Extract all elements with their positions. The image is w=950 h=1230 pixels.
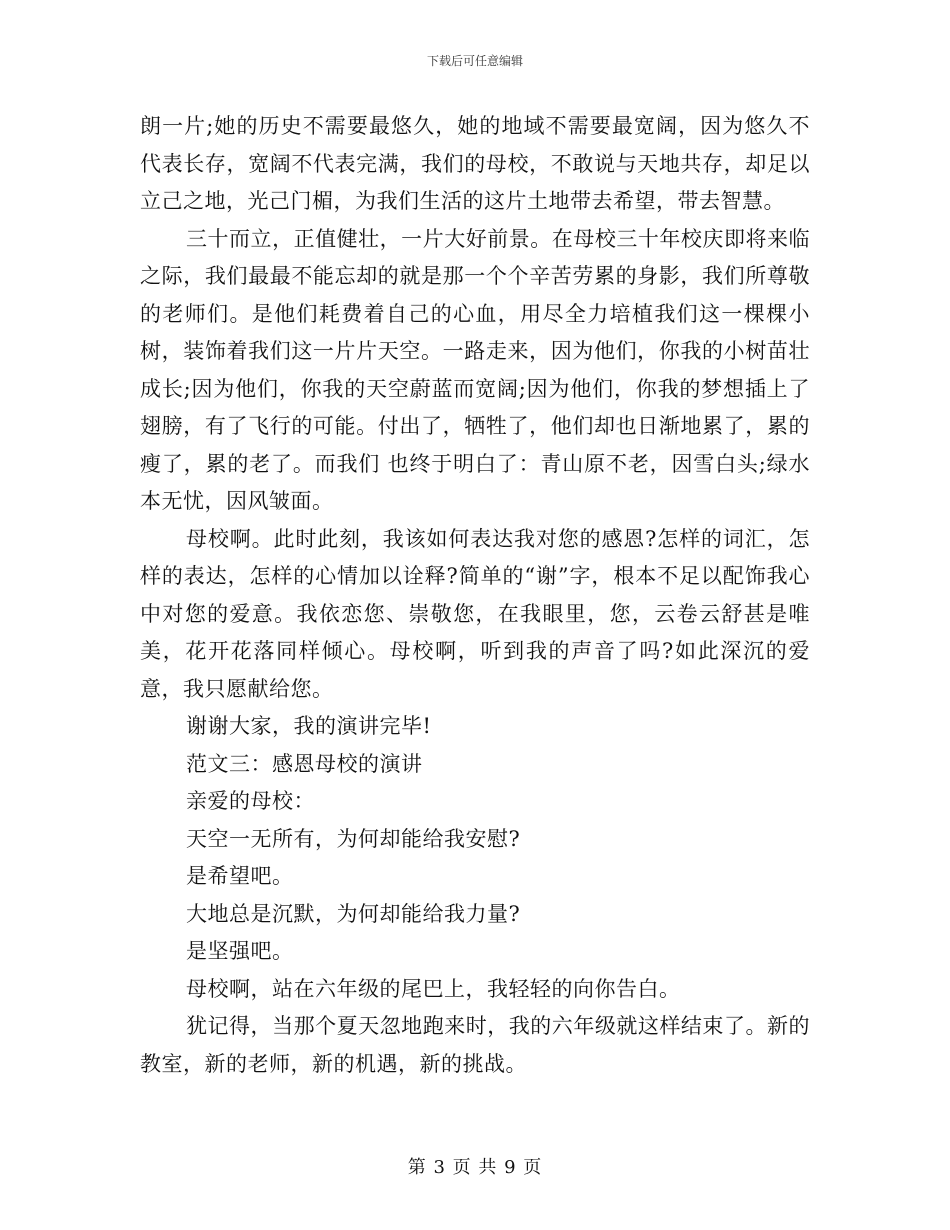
document-body — [140, 108, 810, 1083]
page-number: 第 3 页 共 9 页 — [407, 1157, 543, 1178]
section-title: 范文三：感恩母校的演讲 — [186, 751, 423, 776]
paragraph-confession: 母校啊，站在六年级的尾巴上，我轻轻的向你告白。 — [186, 976, 681, 1001]
poem-line: 天空一无所有，为何却能给我安慰? — [186, 826, 521, 851]
salutation: 亲爱的母校： — [186, 789, 315, 813]
paragraph-continuation: 朗一片;她的历史不需要最悠久，她的地域不需要最宽阔，因为悠久不代表长存，宽阔不代表完满，我们的母校，不敢说与天地共存，却足以立己之地，光己门楣，为我们生活的这片土地带去希望，带去智慧。 — [140, 114, 810, 213]
poem-line: 是希望吧。 — [186, 864, 294, 888]
poem-line: 是坚强吧。 — [186, 939, 294, 963]
page-header: 下载后可任意编辑 — [426, 54, 523, 68]
paragraph-closing: 谢谢大家，我的演讲完毕! — [186, 714, 432, 738]
paragraph-gratitude: 母校啊。此时此刻，我该如何表达我对您的感恩?怎样的词汇，怎样的表达，怎样的心情加以诠释?简单的“谢”字，根本不足以配饰我心中对您的爱意。我依恋您、崇敬您，在我眼里，您，云卷云舒甚是唯美，花开花落同样倾心。母校啊，听到我的声音了吗?如此深沉的爱意，我只愿献给您。 — [140, 526, 810, 701]
paragraph-teachers: 三十而立，正值健壮，一片大好前景。在母校三十年校庆即将来临之际，我们最最不能忘却的就是那一个个辛苦劳累的身影，我们所尊敬的老师们。是他们耗费着自己的心血，用尽全力培植我们这一棵棵小树，装饰着我们这一片片天空。一路走来，因为他们，你我的小树苗壮成长;因为他们，你我的天空蔚蓝而宽阔;因为他们，你我的梦想插上了翅膀，有了飞行的可能。付出了，牺牲了，他们却也日渐地累了，累的瘦了，累的老了。而我们 也终于明白了：青山原不老，因雪白头;绿水本无忧，因风皱面。 — [140, 226, 810, 513]
poem-line: 大地总是沉默，为何却能给我力量? — [186, 901, 521, 926]
paragraph-memory: 犹记得，当那个夏天忽地跑来时，我的六年级就这样结束了。新的教室，新的老师，新的机遇，新的挑战。 — [140, 1014, 810, 1076]
